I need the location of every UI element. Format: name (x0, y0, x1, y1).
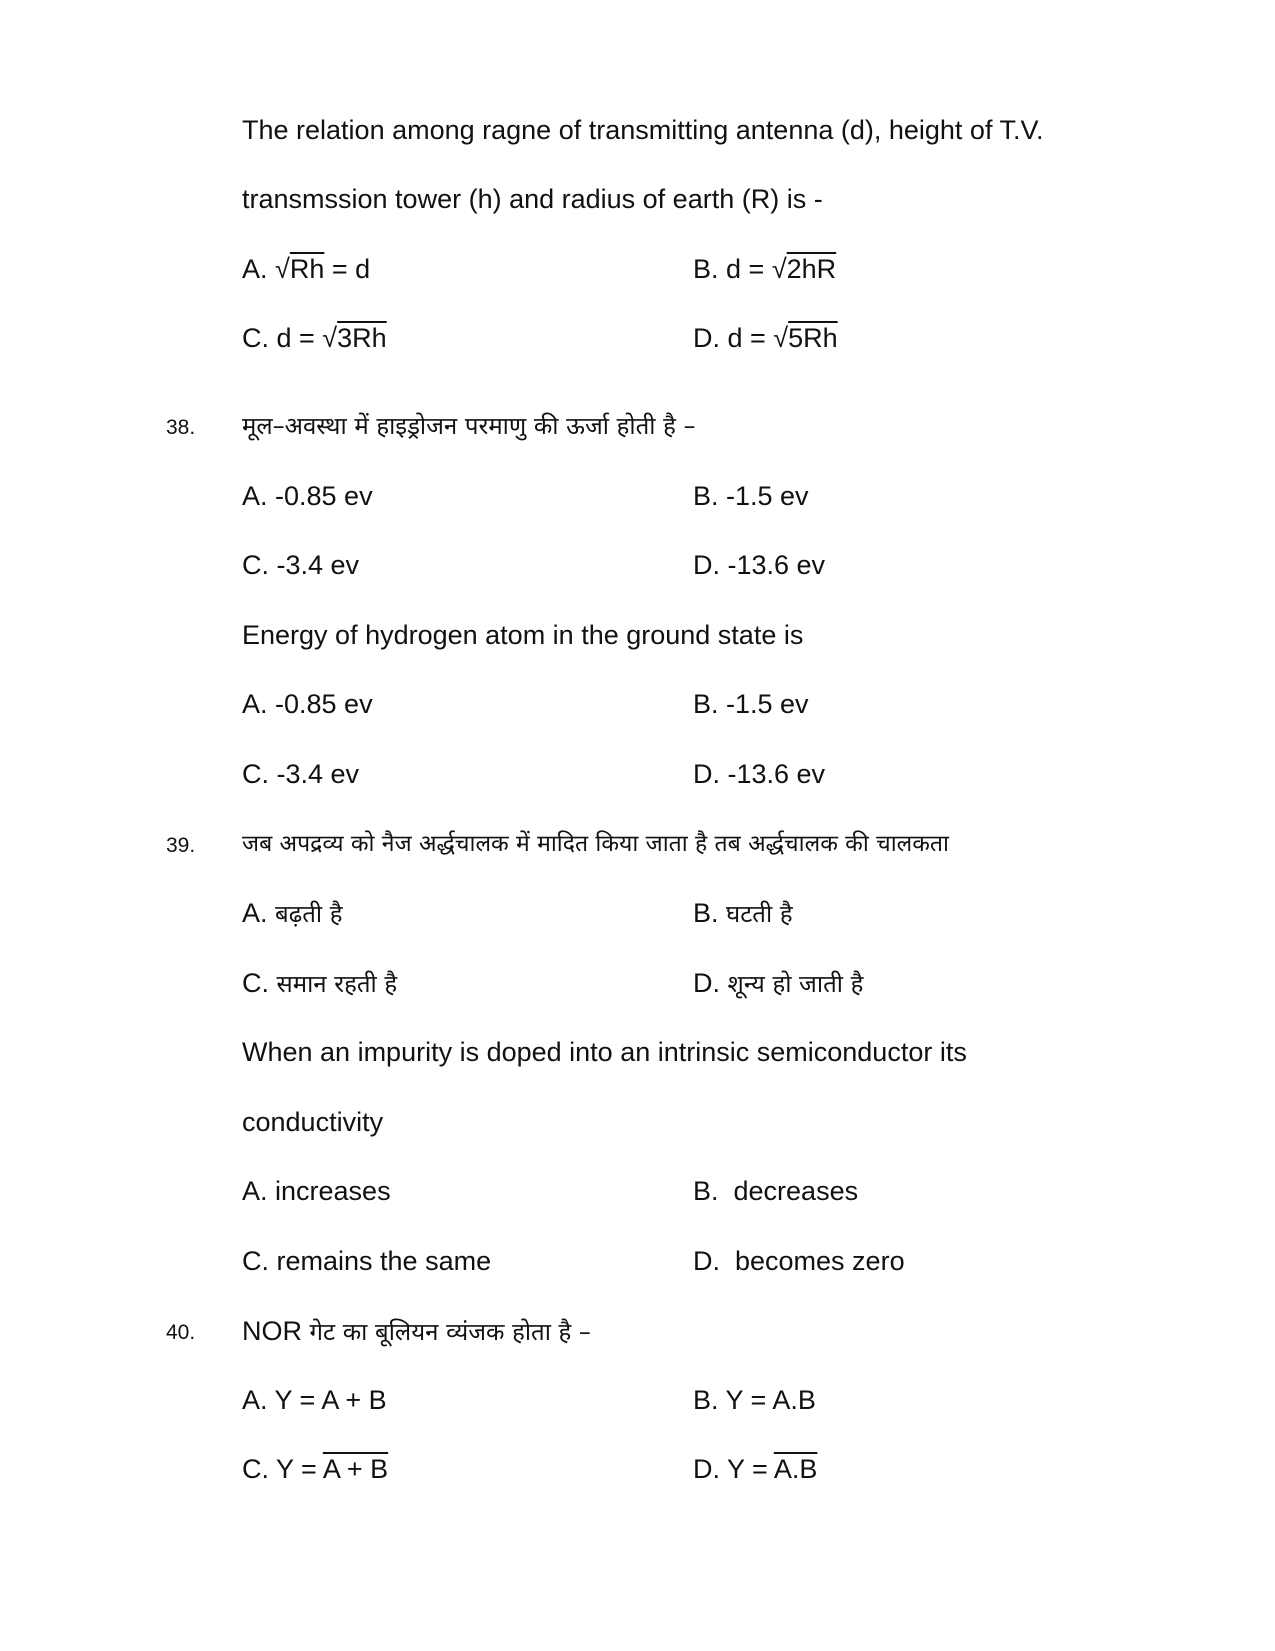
q37-option-c-prefix: C. d = (242, 323, 323, 353)
q37-option-b (693, 251, 836, 287)
q38-hi-option-b: B. -1.5 ev (693, 481, 809, 511)
q39-hi-option-d-text: शून्य हो जाती है (727, 970, 864, 998)
q38-hi-option-a: A. -0.85 ev (242, 481, 373, 511)
q39-hi-option-a-text: बढ़ती है (275, 900, 343, 928)
q39-en-option-b: B. decreases (693, 1176, 859, 1206)
q39-hi-option-c-label: C. (242, 968, 277, 998)
q39-hi-option-b-label: B. (693, 898, 727, 928)
q40-option-c-expression: A + B (322, 1454, 389, 1484)
q37-option-d-radicand: 5Rh (788, 323, 838, 353)
q37-option-a-suffix: = d (324, 254, 371, 284)
q39-hi-option-b (693, 895, 793, 932)
q40-option-c-prefix: C. Y = (242, 1454, 323, 1484)
q40-option-d-expression: A.B (773, 1454, 818, 1484)
q38-en-option-b: B. -1.5 ev (693, 689, 809, 719)
q38-en-option-c: C. -3.4 ev (242, 759, 360, 789)
q40-option-b: B. Y = A.B (693, 1385, 816, 1415)
q37-option-c (242, 320, 387, 356)
q40-text (242, 1313, 591, 1350)
q39-hindi-text: जब अपद्रव्य को नैज अर्द्धचालक में मादित किया जाता है तब अर्द्धचालक की चालकता (242, 831, 950, 857)
q37-option-d (693, 320, 838, 356)
q40-option-d (693, 1451, 817, 1487)
q38-hi-option-c: C. -3.4 ev (242, 550, 360, 580)
q39-hi-option-d (693, 965, 863, 1002)
q39-number: 39. (166, 834, 196, 857)
q39-hi-option-a (242, 895, 343, 932)
q38-english-text: Energy of hydrogen atom in the ground state is (242, 620, 804, 650)
q40-option-c (242, 1451, 388, 1487)
q37-option-a-prefix: A. (242, 254, 276, 284)
sqrt-symbol: √ (771, 254, 787, 284)
q38-en-option-d: D. -13.6 ev (693, 759, 826, 789)
q37-option-b-radicand: 2hR (786, 254, 837, 284)
sqrt-symbol: √ (275, 254, 290, 284)
q39-en-option-a: A. increases (242, 1176, 391, 1206)
q39-hi-option-d-label: D. (693, 968, 728, 998)
q38-hindi-text: मूल–अवस्था में हाइड्रोजन परमाणु की ऊर्जा होती है – (242, 412, 696, 440)
q37-text-line1: The relation among ragne of transmitting antenna (d), height of T.V. (242, 115, 1044, 145)
sqrt-symbol: √ (773, 323, 789, 353)
q40-text-hi: गेट का बूलियन व्यंजक होता है – (309, 1318, 591, 1346)
q39-hi-option-c-text: समान रहती है (276, 970, 398, 998)
q38-number: 38. (166, 416, 196, 439)
q37-option-d-prefix: D. d = (693, 323, 774, 353)
q39-english-text-line1: When an impurity is doped into an intrinsic semiconductor its (242, 1037, 967, 1067)
q39-en-option-c: C. remains the same (242, 1246, 492, 1276)
q40-option-d-prefix: D. Y = (693, 1454, 774, 1484)
q40-number: 40. (166, 1321, 196, 1344)
q37-option-c-radicand: 3Rh (337, 323, 387, 353)
q38-hi-option-d: D. -13.6 ev (693, 550, 826, 580)
q39-hi-option-c (242, 965, 397, 1002)
q40-option-a: A. Y = A + B (242, 1385, 387, 1415)
q37-option-a (242, 251, 370, 287)
q38-en-option-a: A. -0.85 ev (242, 689, 373, 719)
q37-option-a-radicand: Rh (289, 254, 325, 284)
q39-en-option-d: D. becomes zero (693, 1246, 905, 1276)
q39-hi-option-a-label: A. (242, 898, 276, 928)
q37-text-line2: transmssion tower (h) and radius of earth (R) is - (242, 184, 823, 214)
q39-english-text-line2: conductivity (242, 1107, 384, 1137)
sqrt-symbol: √ (322, 323, 338, 353)
q37-option-b-prefix: B. d = (693, 254, 772, 284)
q39-hi-option-b-text: घटती है (726, 900, 793, 928)
q40-text-en: NOR (242, 1316, 310, 1346)
